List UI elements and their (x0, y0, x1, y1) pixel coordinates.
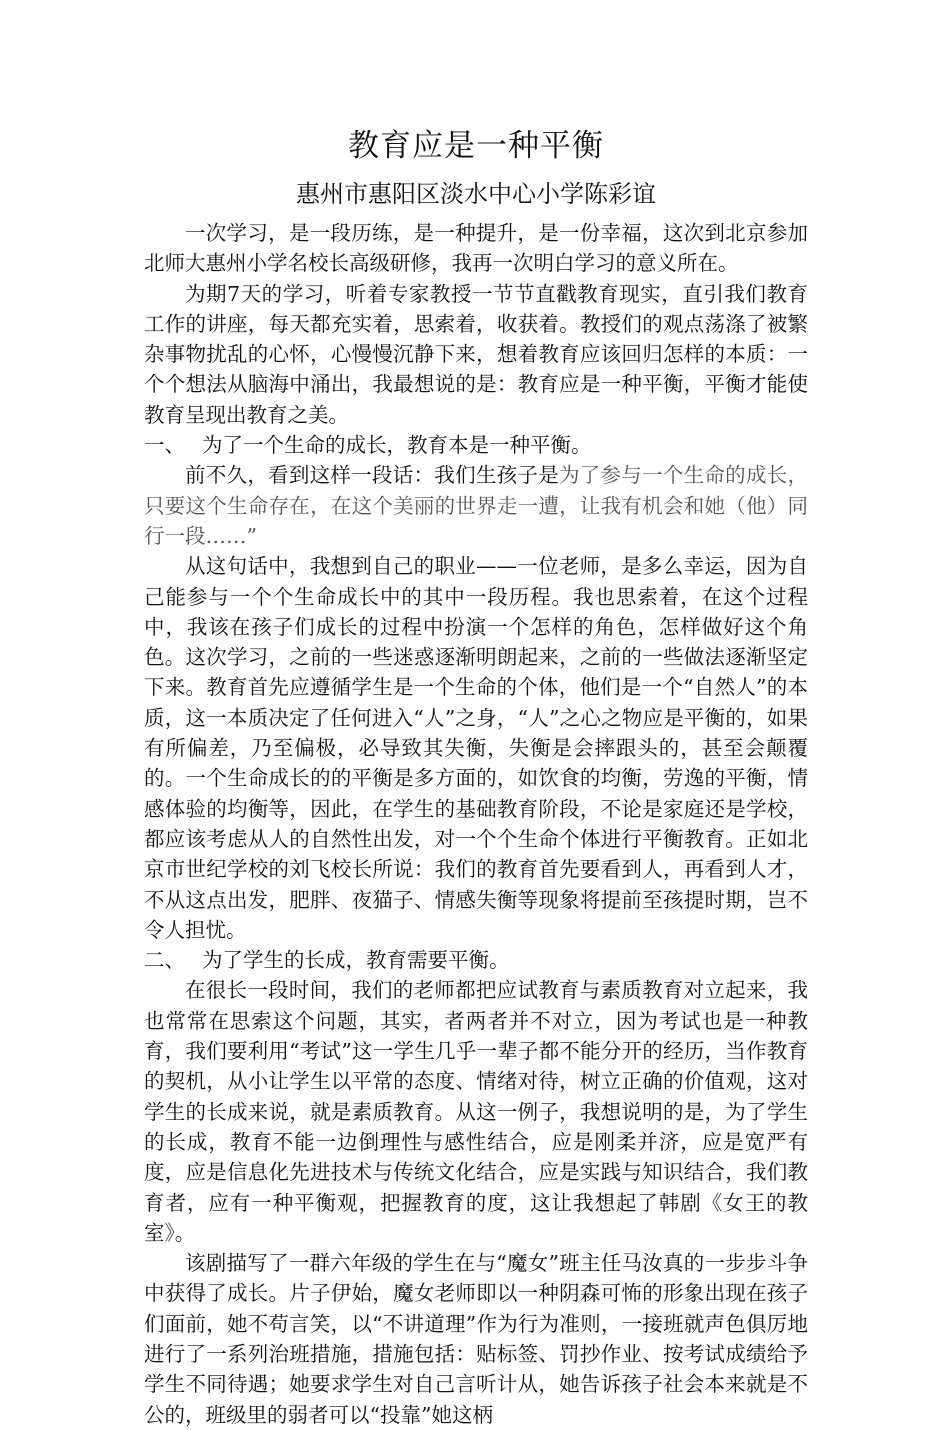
section-heading-text: 为了一个生命的成长，教育本是一种平衡。 (202, 433, 592, 458)
quoted-passage: 为了参与一个生命的成长，只要这个生命存在，在这个美丽的世界走一遭，让我有机会和她（他）同行一段……” (144, 463, 809, 548)
paragraph-2: 为期7天的学习，听着专家教授一节节直戳教育现实，直引我们教育工作的讲座，每天都充实着，思索着，收获着。教授们的观点荡涤了被繁杂事物扰乱的心怀，心慢慢沉静下来，想着教育应该回归怎样的本质：一个个想法从脑海中涌出，我最想说的是：教育应是一种平衡，平衡才能使教育呈现出教育之美。 (144, 281, 808, 427)
document-page (144, 124, 808, 1430)
paragraph-6: 该剧描写了一群六年级的学生在与“魔女”班主任马汝真的一步步斗争中获得了成长。片子伊始，魔女老师即以一种阴森可怖的形象出现在孩子们面前，她不苟言笑，以“不讲道理”作为行为准则，一接班就声色俱厉地进行了一系列治班措施，措施包括：贴标签、罚抄作业、按考试成绩给予学生不同待遇；她要求学生对自己言听计从，她告诉孩子社会本来就是不公的，班级里的弱者可以“投靠”她这柄 (144, 1251, 808, 1427)
paragraph-3-lead: 前不久，看到这样一段话：我们生孩子是 (185, 463, 559, 488)
section-heading-1 (144, 430, 808, 460)
author-line: 惠州市惠阳区淡水中心小学陈彩谊 (296, 180, 656, 208)
paragraph-3 (144, 460, 808, 551)
paragraph-1: 一次学习，是一段历练，是一种提升，是一份幸福，这次到北京参加北师大惠州小学名校长高级研修，我再一次明白学习的意义所在。 (144, 221, 808, 276)
section-heading-text: 为了学生的长成，教育需要平衡。 (202, 948, 510, 973)
section-number: 二、 (144, 948, 185, 973)
page-title: 教育应是一种平衡 (348, 128, 604, 164)
section-number: 一、 (144, 433, 185, 458)
paragraph-4: 从这句话中，我想到自己的职业——一位老师，是多么幸运，因为自己能参与一个个生命成长中的其中一段历程。我也思索着，在这个过程中，我该在孩子们成长的过程中扮演一个怎样的角色，怎样做好这个角色。这次学习，之前的一些迷惑逐渐明朗起来，之前的一些做法逐渐坚定下来。教育首先应遵循学生是一个生命的个体，他们是一个“自然人”的本质，这一本质决定了任何进入“人”之身，“人”之心之物应是平衡的，如果有所偏差，乃至偏极，必导致其失衡，失衡是会摔跟头的，甚至会颠覆的。一个生命成长的的平衡是多方面的，如饮食的均衡，劳逸的平衡，情感体验的均衡等，因此，在学生的基础教育阶段，不论是家庭还是学校，都应该考虑从人的自然性出发，对一个个生命个体进行平衡教育。正如北京市世纪学校的刘飞校长所说：我们的教育首先要看到人，再看到人才，不从这点出发，肥胖、夜猫子、情感失衡等现象将提前至孩提时期，岂不令人担忧。 (144, 554, 808, 942)
paragraph-5: 在很长一段时间，我们的老师都把应试教育与素质教育对立起来，我也常常在思索这个问题，其实，者两者并不对立，因为考试也是一种教育，我们要利用“考试”这一学生几乎一辈子都不能分开的经历，当作教育的契机，从小让学生以平常的态度、情绪对待，树立正确的价值观，这对学生的长成来说，就是素质教育。从这一例子，我想说明的是，为了学生的长成，教育不能一边倒理性与感性结合，应是刚柔并济，应是宽严有度，应是信息化先进技术与传统文化结合，应是实践与知识结合，我们教育者，应有一种平衡观，把握教育的度，这让我想起了韩剧《女王的教室》。 (144, 978, 808, 1245)
section-heading-2 (144, 945, 808, 975)
